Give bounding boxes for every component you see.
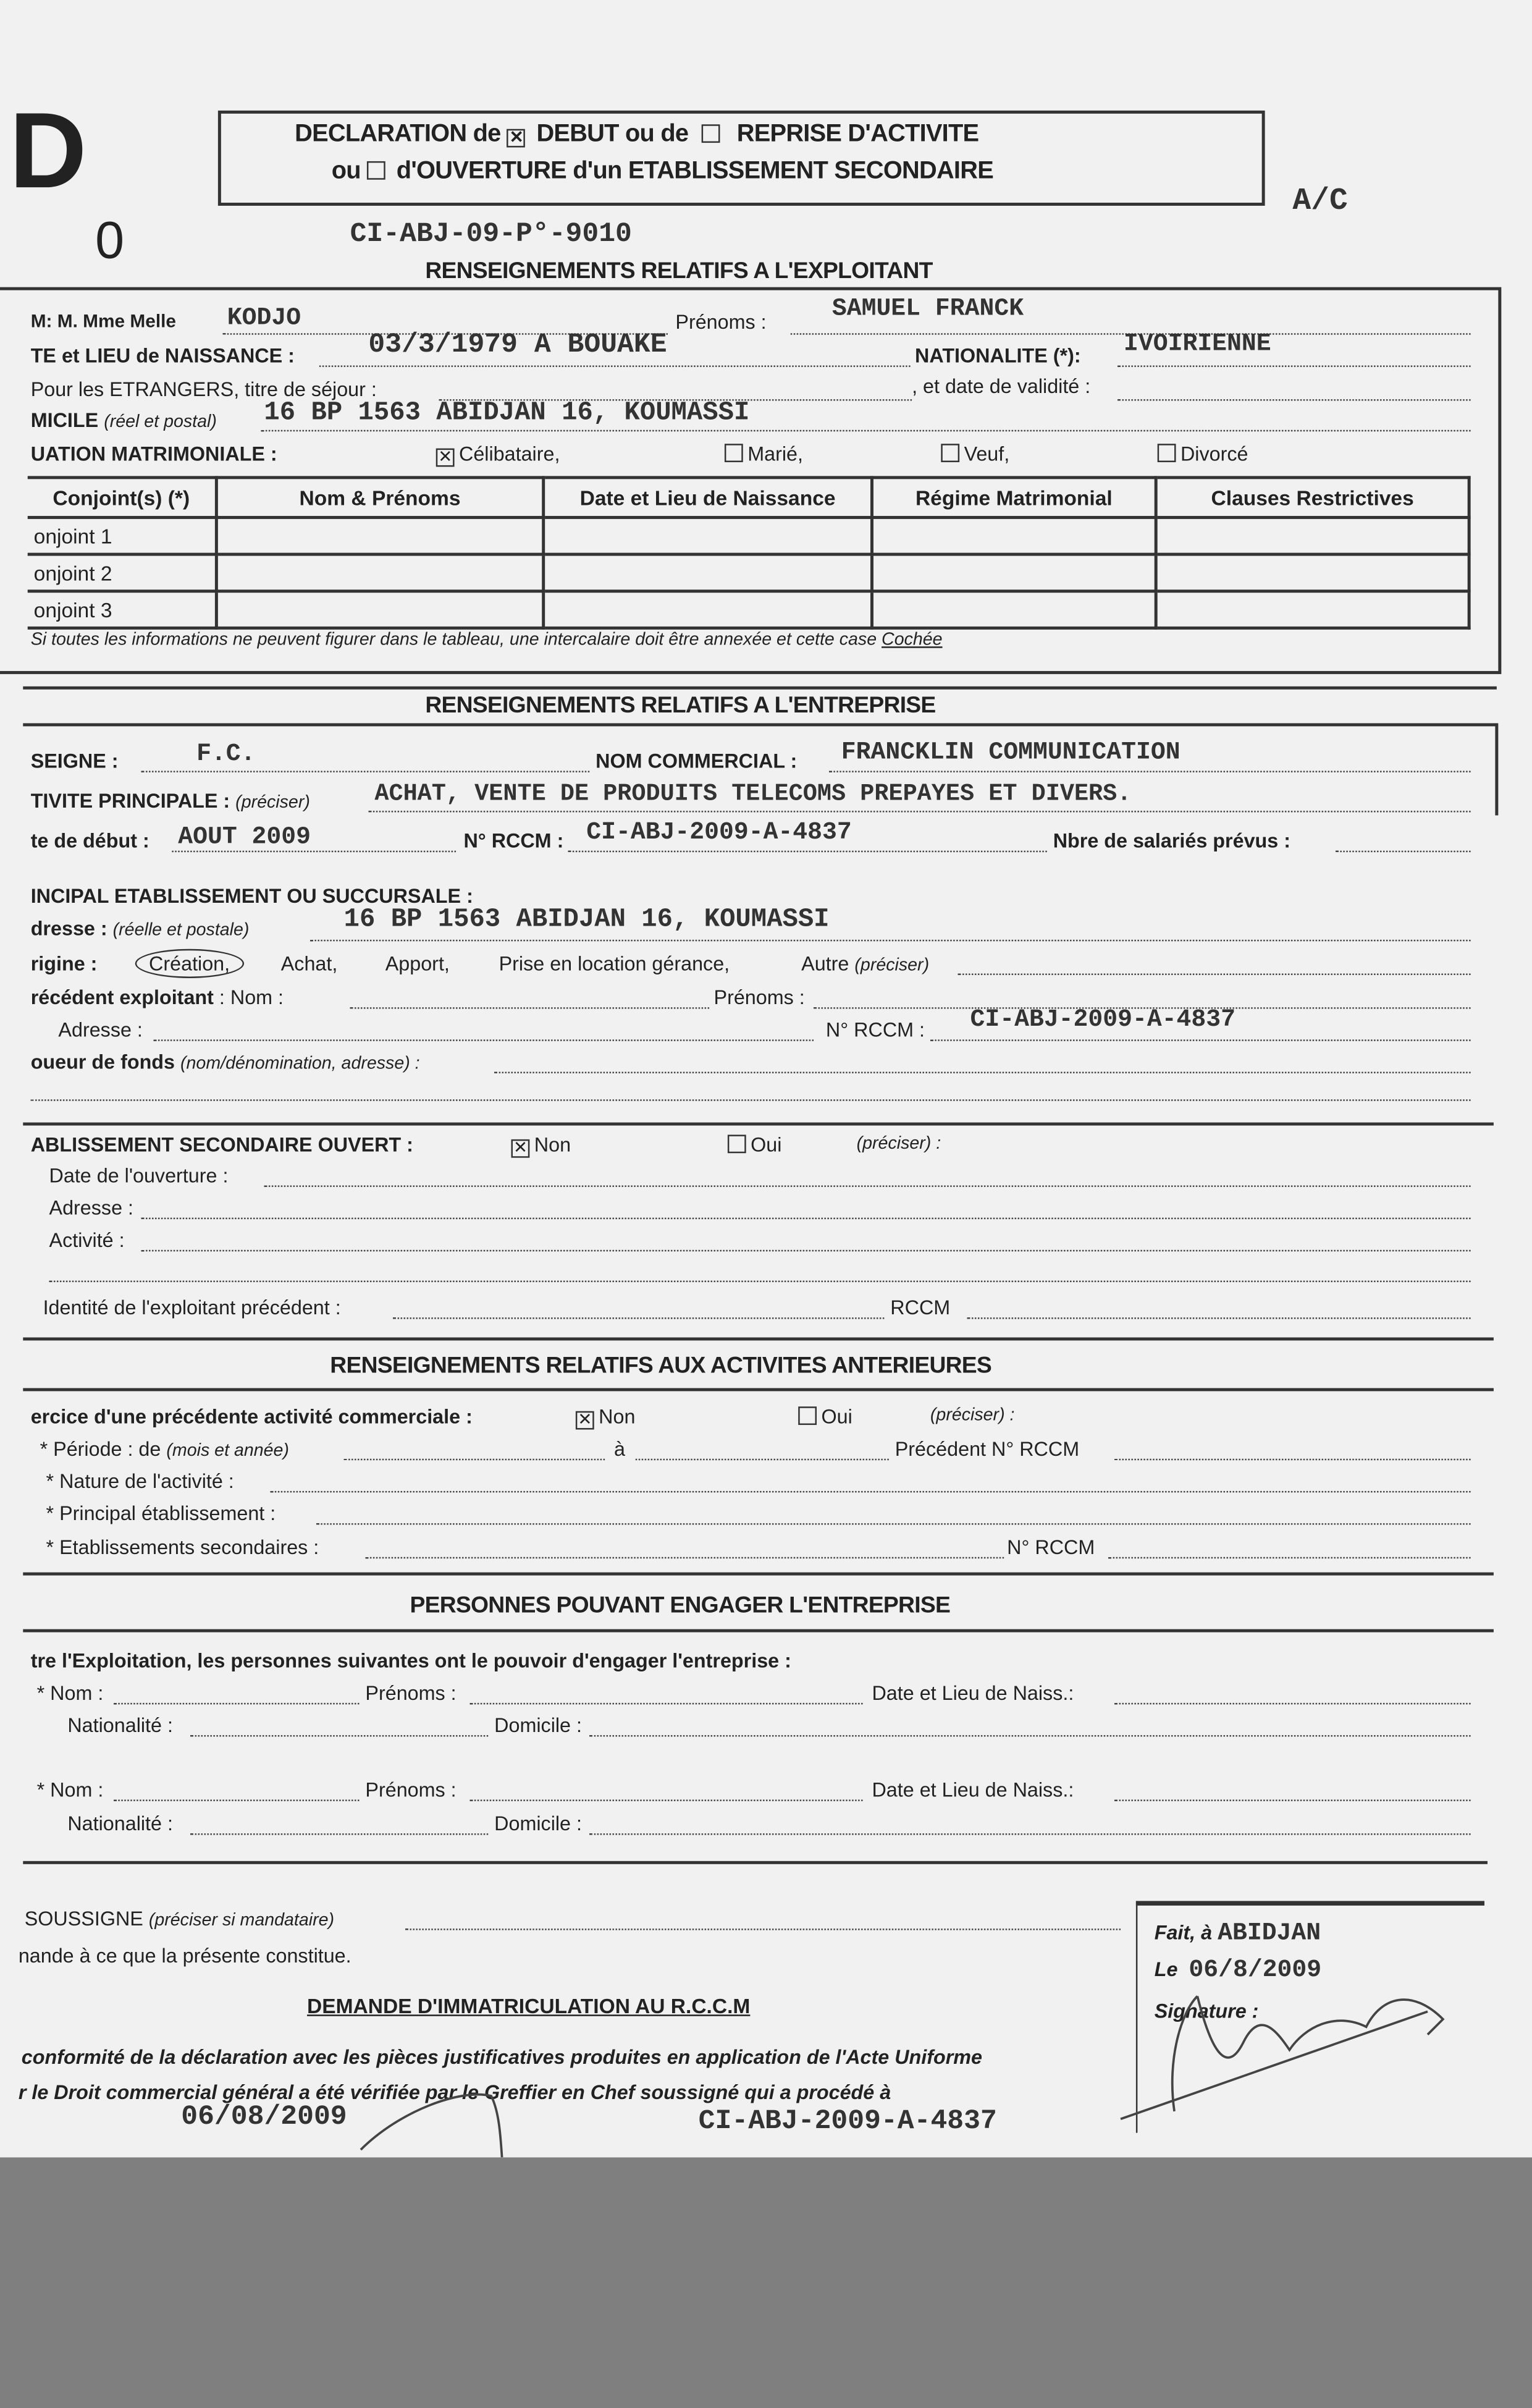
- conjoints-table: [28, 476, 1471, 630]
- precedent-rccm-label-2: Précédent N° RCCM: [894, 1437, 1080, 1461]
- origine-label: rigine :: [30, 952, 98, 975]
- adresse-hint: (réelle et postale): [112, 921, 250, 940]
- enseigne-label: SEIGNE :: [30, 749, 119, 772]
- option-divorce[interactable]: Divorcé: [1158, 442, 1248, 465]
- option-marie[interactable]: Marié,: [725, 442, 803, 465]
- secondaire-label: ABLISSEMENT SECONDAIRE OUVERT :: [30, 1133, 413, 1157]
- ou-label: ou: [331, 158, 361, 185]
- debut-label: DEBUT ou de: [536, 121, 689, 148]
- soussigne-label: SOUSSIGNE: [24, 1907, 143, 1930]
- rccm-label: N° RCCM :: [463, 829, 564, 853]
- secondaire-oui[interactable]: Oui: [728, 1133, 782, 1156]
- header-clauses: Clauses Restrictives: [1156, 478, 1469, 518]
- sec-adresse-label: Adresse :: [49, 1196, 134, 1220]
- origine-achat[interactable]: Achat,: [280, 952, 338, 975]
- header-regime: Régime Matrimonial: [872, 478, 1156, 518]
- declaration-box: [218, 111, 1265, 206]
- date-debut-label: te de début :: [30, 829, 149, 853]
- option-celibataire[interactable]: ✕ Célibataire,: [436, 442, 560, 467]
- domicile-value: 16 BP 1563 ABIDJAN 16, KOUMASSI: [264, 399, 750, 429]
- le-label: Le: [1154, 1958, 1178, 1981]
- fait-label: Fait, à: [1154, 1920, 1213, 1945]
- nom-commercial-label: NOM COMMERCIAL :: [596, 749, 798, 772]
- nationalite-label: NATIONALITE (*):: [915, 344, 1081, 367]
- origine-location[interactable]: Prise en location gérance,: [499, 952, 730, 975]
- identite-rccm-label: RCCM: [890, 1296, 951, 1319]
- situation-label: UATION MATRIMONIALE :: [30, 442, 277, 465]
- etrangers-label: Pour les ETRANGERS, titre de séjour :: [30, 378, 377, 401]
- table-row: onjoint 2: [28, 554, 1469, 591]
- principal-label: INCIPAL ETABLISSEMENT OU SUCCURSALE :: [30, 884, 473, 908]
- nationalite-value: IVOIRIENNE: [1124, 330, 1271, 358]
- personne2-nom: * Nom :: [36, 1778, 104, 1801]
- numero-immatriculation: CI-ABJ-2009-A-4837: [698, 2106, 997, 2138]
- secondaire-non[interactable]: ✕ Non: [511, 1133, 571, 1158]
- section-title-personnes: PERSONNES POUVANT ENGAGER L'ENTREPRISE: [410, 1592, 951, 1619]
- personne1-prenoms: Prénoms :: [365, 1681, 457, 1705]
- periode-a: à: [613, 1437, 625, 1461]
- precedent-label: récédent exploitant: [30, 986, 214, 1009]
- domicile-label: MICILE: [30, 408, 99, 432]
- loueur-label: oueur de fonds: [30, 1050, 175, 1074]
- etab-rccm-label: N° RCCM: [1007, 1536, 1095, 1559]
- immatriculation-title: DEMANDE D'IMMATRICULATION AU R.C.C.M: [306, 1995, 751, 2018]
- zero-mark: 0: [95, 211, 125, 271]
- personne2-domicile: Domicile :: [494, 1812, 583, 1835]
- debut-checkbox[interactable]: ✕: [507, 129, 526, 148]
- activite-value: ACHAT, VENTE DE PRODUITS TELECOMS PREPAYES ET DIVERS.: [374, 780, 1132, 808]
- validite-label: , et date de validité :: [912, 374, 1091, 398]
- precedent-prenoms-label: Prénoms :: [713, 986, 805, 1009]
- header-naissance: Date et Lieu de Naissance: [544, 478, 872, 518]
- etab-secondaires-label: * Etablissements secondaires :: [46, 1536, 319, 1559]
- header-nom: Nom & Prénoms: [216, 478, 543, 518]
- handwritten-signature: [1105, 1966, 1473, 2134]
- precedent-nom-label: : Nom :: [219, 986, 284, 1009]
- reprise-label: REPRISE D'ACTIVITE: [736, 121, 979, 148]
- precedent-rccm-label: N° RCCM :: [825, 1018, 925, 1041]
- section-title-entreprise: RENSEIGNEMENTS RELATIFS A L'ENTREPRISE: [425, 692, 936, 719]
- adresse-value: 16 BP 1563 ABIDJAN 16, KOUMASSI: [343, 906, 830, 936]
- section-title-anterieures: RENSEIGNEMENTS RELATIFS AUX ACTIVITES ANTERIEURES: [330, 1353, 992, 1379]
- signature-label: Signature :: [1154, 1999, 1259, 2022]
- personnes-intro: tre l'Exploitation, les personnes suivantes ont le pouvoir d'engager l'entreprise :: [30, 1649, 791, 1673]
- anterieures-non[interactable]: ✕ Non: [576, 1405, 636, 1430]
- personne1-nationalite: Nationalité :: [67, 1713, 173, 1737]
- periode-label: * Période : de: [40, 1437, 161, 1461]
- periode-hint: (mois et année): [166, 1442, 289, 1461]
- reprise-checkbox[interactable]: [701, 124, 720, 143]
- origine-apport[interactable]: Apport,: [385, 952, 450, 975]
- precedent-rccm-value: CI-ABJ-2009-A-4837: [970, 1005, 1235, 1034]
- letter-d-mark: D: [9, 90, 87, 211]
- date-ouverture-label: Date de l'ouverture :: [49, 1164, 229, 1187]
- cochee-link: Cochée: [882, 631, 943, 650]
- activite-hint: (préciser): [235, 793, 310, 813]
- ouverture-label: d'OUVERTURE d'un ETABLISSEMENT SECONDAIRE: [396, 158, 993, 185]
- table-row: onjoint 1: [28, 517, 1469, 554]
- precedent-adresse-label: Adresse :: [58, 1018, 143, 1041]
- origine-creation[interactable]: Création,: [135, 949, 244, 978]
- table-header-row: [28, 478, 1469, 518]
- section-title-exploitant: RENSEIGNEMENTS RELATIFS A L'EXPLOITANT: [425, 258, 933, 284]
- naissance-value: 03/3/1979 A BOUAKE: [368, 330, 667, 361]
- greffier-mark: [353, 2089, 537, 2158]
- secondaire-preciser: (préciser) :: [856, 1134, 941, 1154]
- soussigne-hint: (préciser si mandataire): [148, 1911, 335, 1930]
- personne2-date-lieu: Date et Lieu de Naiss.:: [872, 1778, 1074, 1801]
- personne1-nom: * Nom :: [36, 1681, 104, 1705]
- anterieures-oui[interactable]: Oui: [798, 1405, 852, 1428]
- exercice-label: ercice d'une précédente activité commerciale :: [30, 1405, 473, 1429]
- date-debut-value: AOUT 2009: [178, 822, 311, 851]
- loueur-hint: (nom/dénomination, adresse) :: [180, 1055, 420, 1074]
- naissance-label: TE et LIEU de NAISSANCE :: [30, 344, 295, 367]
- autre-hint: (préciser): [854, 957, 930, 975]
- personne2-nationalite: Nationalité :: [67, 1812, 173, 1835]
- declaration-label: DECLARATION de: [295, 121, 501, 148]
- fait-value: ABIDJAN: [1218, 1919, 1321, 1947]
- option-veuf[interactable]: Veuf,: [941, 442, 1009, 465]
- conformite-text: conformité de la déclaration avec les pièces justificatives produites en application de l'Acte Uniforme: [21, 2045, 983, 2069]
- nom-label: M: M. Mme Melle: [30, 310, 176, 332]
- enseigne-value: F.C.: [196, 740, 256, 768]
- reference-number: CI-ABJ-09-P°-9010: [350, 219, 632, 251]
- nom-commercial-value: FRANCKLIN COMMUNICATION: [841, 738, 1181, 767]
- rccm-value: CI-ABJ-2009-A-4837: [586, 818, 852, 847]
- table-note: Si toutes les informations ne peuvent figurer dans le tableau, une intercalaire doit être annexée et cette case: [30, 631, 877, 650]
- prenoms-label: Prénoms :: [675, 310, 767, 334]
- personne1-domicile: Domicile :: [494, 1713, 583, 1737]
- le-value: 06/8/2009: [1189, 1956, 1322, 1984]
- domicile-hint: (réel et postal): [104, 413, 217, 432]
- ouverture-checkbox[interactable]: [367, 161, 385, 180]
- header-conjoints: Conjoint(s) (*): [28, 478, 217, 518]
- personne2-prenoms: Prénoms :: [365, 1778, 457, 1801]
- personne1-date-lieu: Date et Lieu de Naiss.:: [872, 1681, 1074, 1705]
- table-row: onjoint 3: [28, 591, 1469, 628]
- sec-activite-label: Activité :: [49, 1228, 125, 1252]
- ac-mark: A/C: [1292, 184, 1348, 220]
- prenoms-value: SAMUEL FRANCK: [831, 295, 1024, 323]
- salaries-label: Nbre de salariés prévus :: [1053, 829, 1290, 853]
- identite-label: Identité de l'exploitant précédent :: [43, 1296, 341, 1319]
- nom-value: KODJO: [227, 304, 301, 332]
- adresse-label: dresse :: [30, 916, 107, 940]
- principal-etab-label: * Principal établissement :: [46, 1502, 276, 1525]
- demande-text: nande à ce que la présente constitue.: [18, 1944, 351, 1967]
- anterieures-preciser: (préciser) :: [930, 1406, 1015, 1426]
- date-immatriculation: 06/08/2009: [181, 2102, 347, 2133]
- origine-autre[interactable]: Autre: [801, 952, 849, 975]
- nature-label: * Nature de l'activité :: [46, 1469, 234, 1493]
- activite-label: TIVITE PRINCIPALE :: [30, 789, 230, 813]
- droit-text: r le Droit commercial général a été vérifiée par le Greffier en Chef soussigné qui a procédé à: [18, 2081, 891, 2104]
